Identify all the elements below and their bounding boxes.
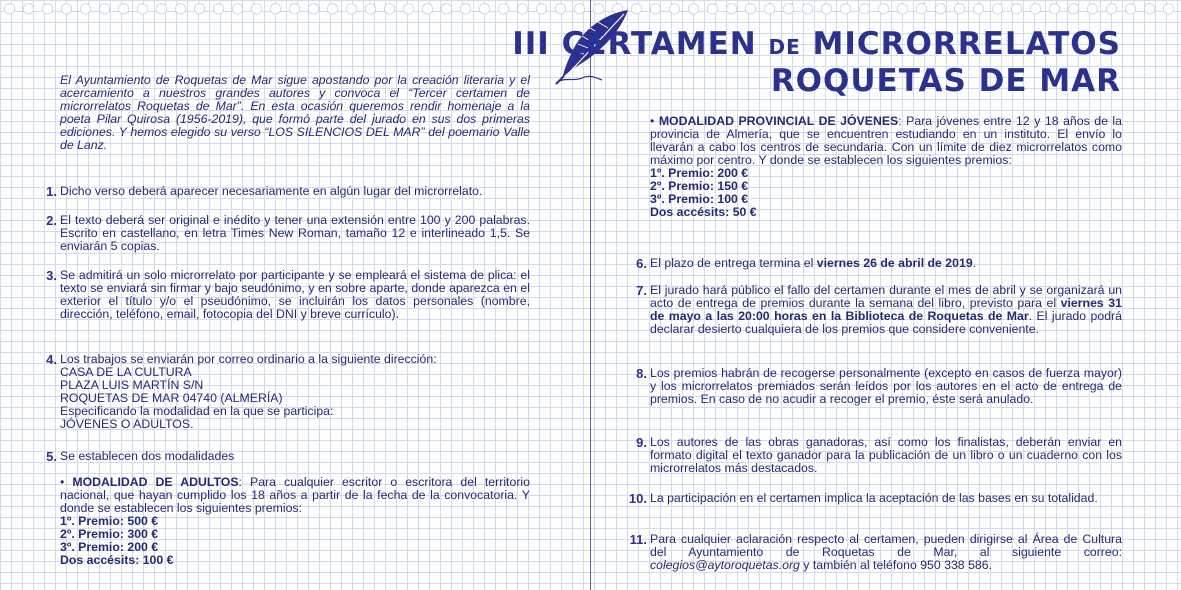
modality-youth: • MODALIDAD PROVINCIAL DE JÓVENES: Para jóvenes entre 12 y 18 años de la provincia de Almería, que se encuentren estudiando en un instituto. El envío lo llevarán a cabo los centros de secundaria. Con un límite de diez microrrelatos como máximo por centro. Y donde se establecen los siguientes premios: 1º. Premio: 200 € 2º. Premio: 150 € 3º. Premio: 100 € Dos accésits: 50 €	[650, 114, 1122, 219]
prize-line: Dos accésits: 50 €	[650, 205, 757, 219]
prize-line: 2º. Premio: 150 €	[650, 179, 749, 193]
rule-text: La participación en el certamen implica la aceptación de las bases en su totalidad.	[650, 491, 1098, 505]
rule-number: 10.	[628, 491, 647, 506]
rule-text: Los premios habrán de recogerse personalmente (excepto en casos de fuerza mayor) y los microrrelatos premiados serán leídos por los autores en el acto de entrega de premios. En caso de no acudir a recoger el premio, éste será anulado.	[650, 366, 1122, 406]
prize-line: 3º. Premio: 100 €	[650, 192, 749, 206]
rule-10	[628, 491, 1122, 506]
rule-number: 5.	[46, 449, 57, 464]
address-line: ROQUETAS DE MAR 04740 (ALMERÍA)	[60, 391, 283, 405]
rule-number: 9.	[636, 435, 647, 450]
prize-line: 2º. Premio: 300 €	[60, 527, 159, 541]
rule-2	[46, 213, 530, 253]
rule-number: 4.	[46, 352, 57, 367]
address-line: PLAZA LUIS MARTÍN S/N	[60, 378, 204, 392]
rule-number: 7.	[636, 283, 647, 298]
rule-1	[46, 184, 530, 199]
rule-number: 11.	[629, 532, 647, 547]
rule-5	[46, 449, 530, 464]
modality-adults: • MODALIDAD DE ADULTOS: Para cualquier escritor o escritora del territorio nacional, que hayan cumplido los 18 años a partir de la fecha de la convocatoria. Y donde se establecen los siguientes premios: 1º. Premio: 500 € 2º. Premio: 300 € 3º. Premio: 200 € Dos accésits: 100 €	[60, 475, 530, 567]
contact-email[interactable]: colegios@aytoroquetas.org	[650, 558, 800, 572]
rule-text: Dicho verso deberá aparecer necesariamente en algún lugar del microrrelato.	[60, 184, 483, 198]
modality-title: MODALIDAD DE ADULTOS	[72, 475, 239, 489]
rule-number: 2.	[46, 213, 57, 228]
rule-text: Se admitirá un solo microrrelato por participante y se empleará el sistema de plica: el texto se enviará sin firmar y bajo seudónimo, y en sobre aparte, donde aparezca en el exterior el título y/o el pseudónimo, se incluirán los datos personales (nombre, dirección, teléfono, email, fotocopia del DNI y breve currículo).	[60, 268, 530, 321]
prize-line: 1º. Premio: 200 €	[650, 166, 749, 180]
rule-number: 6.	[636, 256, 647, 271]
rule-number: 8.	[636, 366, 647, 381]
rule-3	[46, 268, 530, 321]
prize-line: 3º. Premio: 200 €	[60, 540, 159, 554]
address-line: CASA DE LA CULTURA	[60, 365, 192, 379]
rule-6: 6. El plazo de entrega termina el viernes 26 de abril de 2019.	[650, 257, 1122, 270]
rule-text: Los autores de las obras ganadoras, así como los finalistas, deberán enviar en formato digital el texto ganador para la publicación de un libro o un cuaderno con los microrrelatos más destacados.	[650, 435, 1122, 475]
rule-7: 7. El jurado hará público el fallo del certamen durante el mes de abril y se organizará un acto de entrega de premios durante la semana del libro, previsto para el viernes 31 de mayo a las 20:00 horas en la Biblioteca de Roquetas de Mar. El jurado podrá declarar desierto cualquiera de los premios que considere conveniente.	[650, 284, 1122, 336]
modality-title: MODALIDAD PROVINCIAL DE JÓVENES	[658, 114, 899, 128]
page-title: III CERTAMEN DE MICRORRELATOS ROQUETAS DE MAR	[512, 26, 1121, 99]
rule-9	[636, 435, 1122, 475]
rule-text: Los trabajos se enviarán por correo ordinario a la siguiente dirección:	[60, 352, 437, 366]
prize-line: 1º. Premio: 500 €	[60, 514, 159, 528]
rule-4	[46, 352, 530, 431]
modality-note: Especificando la modalidad en la que se participa:	[60, 404, 334, 418]
rule-number: 1.	[46, 184, 57, 199]
rule-text: El texto deberá ser original e inédito y tener una extensión entre 100 y 200 palabras. Escrito en castellano, en letra Times New Roman, tamaño 12 e interlineado 1,5. Se enviarán 5 copias.	[60, 213, 530, 253]
rule-text: Se establecen dos modalidades	[60, 449, 235, 463]
rule-8	[636, 366, 1122, 406]
prize-line: Dos accésits: 100 €	[60, 553, 174, 567]
rule-number: 3.	[46, 268, 57, 283]
rule-11: 11. Para cualquier aclaración respecto al certamen, pueden dirigirse al Área de Cultura del Ayuntamiento de Roquetas de Mar, al siguiente correo: colegios@aytoroquetas.org y también al teléfono 950 338 586.	[650, 533, 1122, 572]
modality-options: JÓVENES O ADULTOS.	[60, 417, 194, 431]
intro-paragraph: El Ayuntamiento de Roquetas de Mar sigue apostando por la creación literaria y el acercamiento a nuestros grandes autores y convoca el “Tercer certamen de microrrelatos Roquetas de Mar”. En esta ocasión queremos rendir homenaje a la poeta Pilar Quirosa (1956-2019), que formó parte del jurado en sus dos primeras ediciones. Y hemos elegido su verso “LOS SILENCIOS DEL MAR” del poemario Valle de Lanz.	[60, 73, 530, 152]
